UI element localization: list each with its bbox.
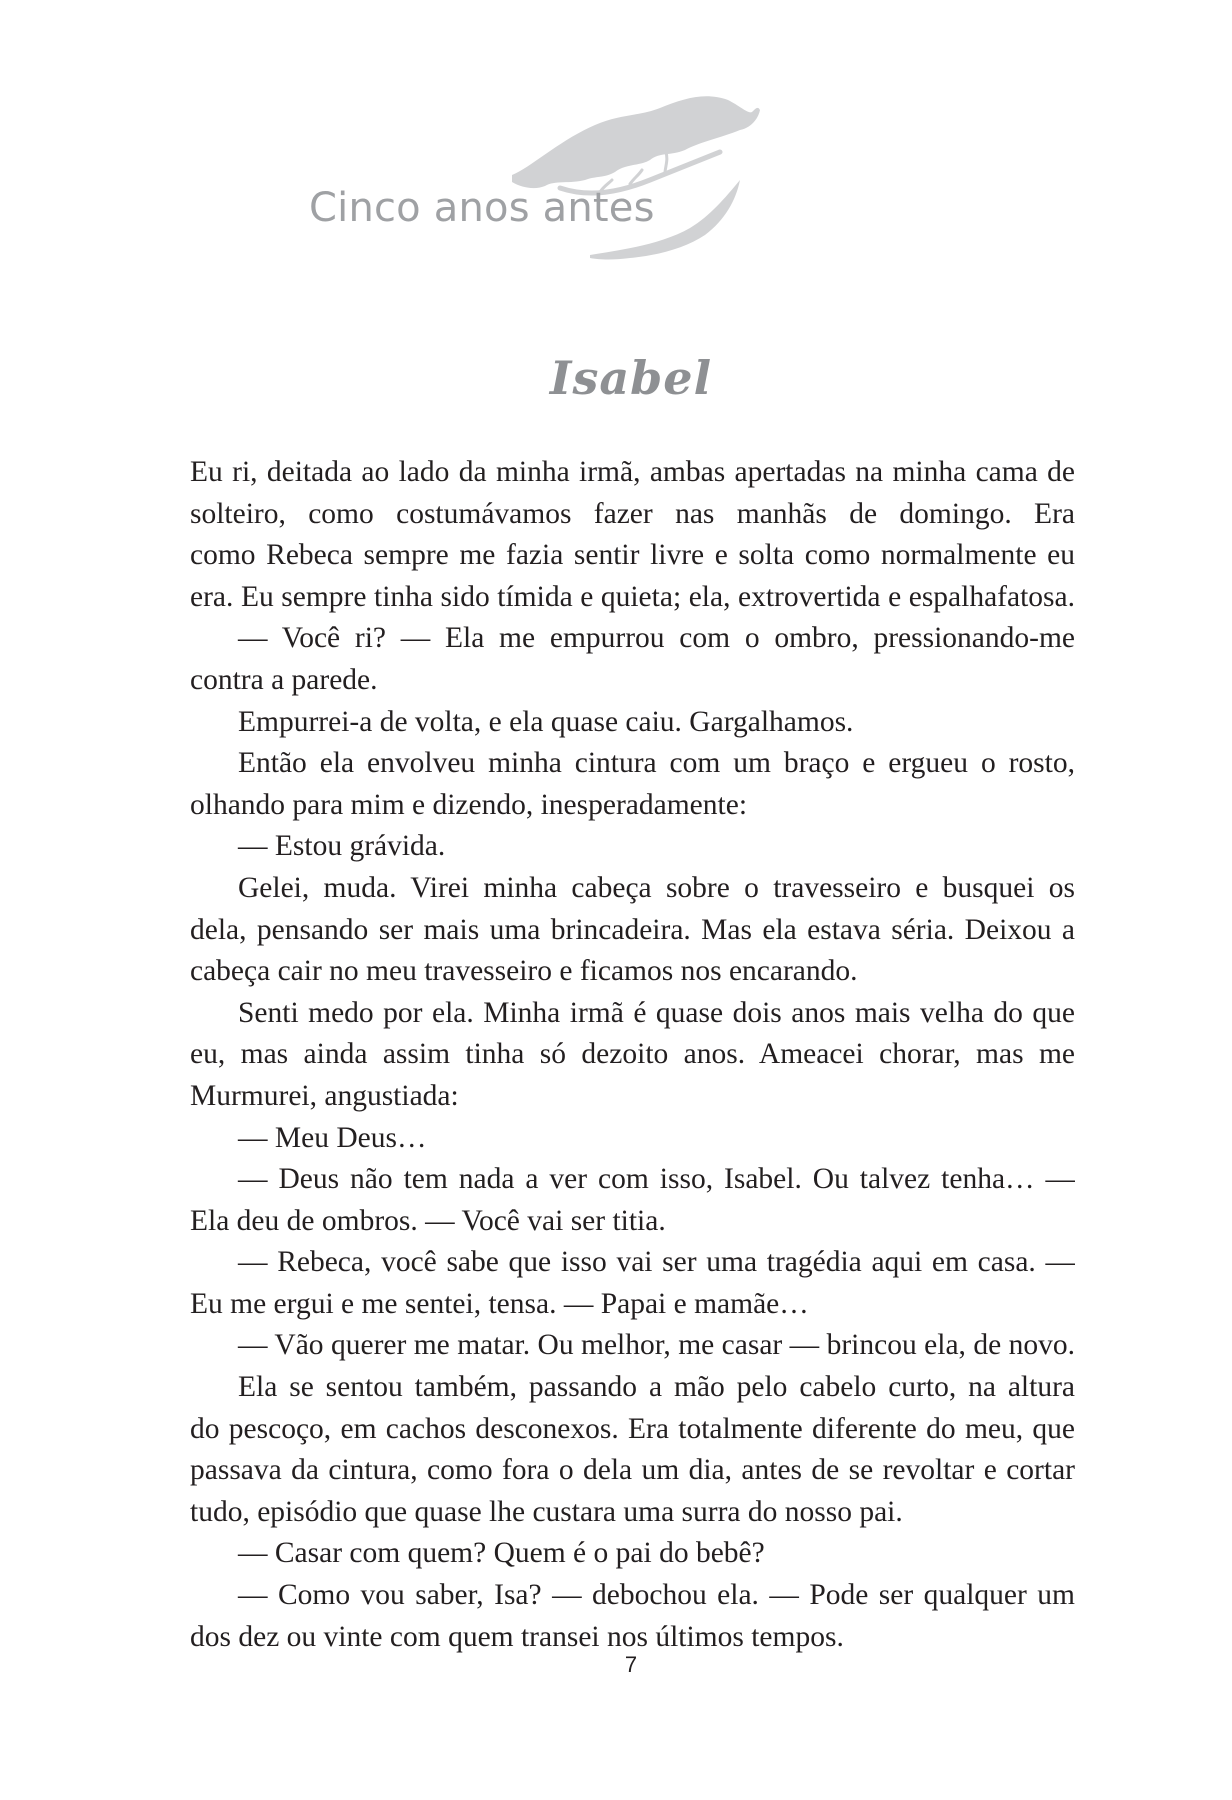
text-line: — Vão querer me matar. Ou melhor, me casar — brincou ela, de novo.: [238, 1329, 1075, 1362]
text-line: — Você ri? — Ela me empurrou com o ombro, pressionando-me: [238, 622, 1075, 655]
text-line: Ela se sentou também, passando a mão pelo cabelo curto, na altura: [238, 1371, 1075, 1404]
text-line: Então ela envolveu minha cintura com um braço e ergueu o rosto,: [238, 747, 1075, 780]
text-line: — Rebeca, você sabe que isso vai ser uma tragédia aqui em casa. —: [238, 1246, 1075, 1279]
text-line: Empurrei-a de volta, e ela quase caiu. Gargalhamos.: [238, 705, 854, 738]
text-line: — Estou grávida.: [238, 830, 446, 863]
text-line: do pescoço, em cachos desconexos. Era totalmente diferente do meu, que: [190, 1412, 1075, 1445]
text-line: — Deus não tem nada a ver com isso, Isabel. Ou talvez tenha… —: [238, 1163, 1075, 1196]
text-line: dos dez ou vinte com quem transei nos últimos tempos.: [190, 1620, 844, 1653]
text-line: Ela deu de ombros. — Você vai ser titia.: [190, 1204, 666, 1237]
upper-lip-shape: [512, 96, 760, 188]
section-title: Cinco anos antes: [309, 185, 655, 231]
page-number: 7: [624, 1652, 638, 1677]
text-line: Gelei, muda. Virei minha cabeça sobre o travesseiro e busquei os: [238, 871, 1075, 904]
text-line: como Rebeca sempre me fazia sentir livre e solta como normalmente eu: [190, 539, 1075, 572]
body-text: [190, 452, 1075, 1658]
text-line: eu, mas ainda assim tinha só dezoito anos. Ameacei chorar, mas me: [190, 1038, 1075, 1071]
text-line: — Casar com quem? Quem é o pai do bebê?: [238, 1537, 765, 1570]
text-line: cabeça cair no meu travesseiro e ficamos nos encarando.: [190, 955, 858, 988]
text-line: dela, pensando ser mais uma brincadeira. Mas ela estava séria. Deixou a: [190, 913, 1075, 946]
text-line: era. Eu sempre tinha sido tímida e quieta; ela, extrovertida e espalhafatosa.: [190, 580, 1075, 613]
text-line: — Como vou saber, Isa? — debochou ela. — Pode ser qualquer um: [238, 1579, 1075, 1612]
text-line: Eu ri, deitada ao lado da minha irmã, ambas apertadas na minha cama de: [190, 456, 1075, 488]
lips-ornament-icon: [500, 80, 770, 270]
text-line: Eu me ergui e me sentei, tensa. — Papai e mamãe…: [190, 1287, 809, 1320]
text-line: passava da cintura, como fora o dela um dia, antes de se revoltar e cortar: [190, 1454, 1075, 1487]
text-line: solteiro, como costumávamos fazer nas manhãs de domingo. Era: [190, 497, 1075, 530]
text-line: tudo, episódio que quase lhe custara uma surra do nosso pai.: [190, 1495, 903, 1528]
text-line: — Meu Deus…: [238, 1121, 427, 1154]
text-line: olhando para mim e dizendo, inesperadamente:: [190, 788, 748, 821]
chapter-title: Isabel: [549, 351, 713, 405]
text-line: Murmurei, angustiada:: [190, 1079, 459, 1112]
text-line: Senti medo por ela. Minha irmã é quase dois anos mais velha do que: [238, 996, 1075, 1029]
text-line: contra a parede.: [190, 663, 378, 696]
